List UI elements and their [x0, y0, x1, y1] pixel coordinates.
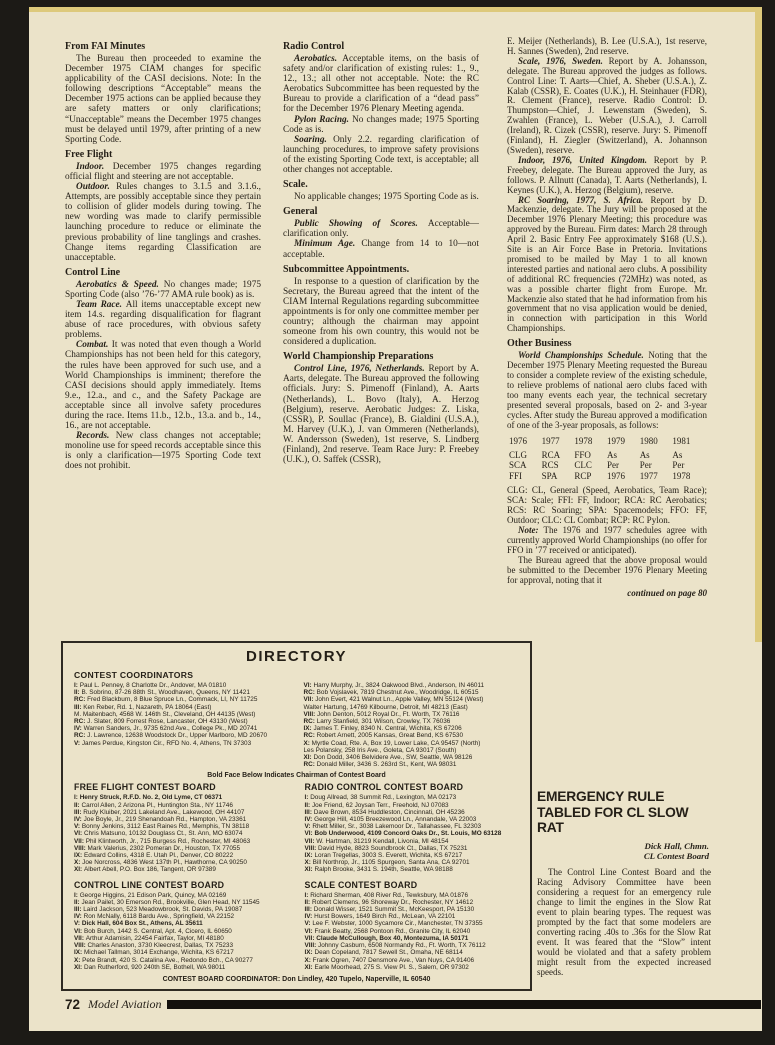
- board-member: VIII: Mark Valerius, 2302 Pomeran Dr., Houston, TX 77055: [74, 844, 241, 852]
- page-footer: [65, 997, 761, 1012]
- board-member: IV: Hurst Bowers, 1649 Birch Rd., McLean, VA 22101: [304, 913, 456, 921]
- article-column-3-bottom: [507, 486, 707, 598]
- directory-box: [61, 641, 532, 991]
- paragraph: Scale, 1976, Sweden. Report by A. Johansson, delegate. The Bureau approved the judges as follows. Control Line: T. Aarts—Chief, A. Sheber (U.S.A.), Z. Kalab (CSSR), E. Coates (U.K.), H. Steinhauer (FDR), R. Clement (France), reserve. Radio Control: D. Thumpston—Chief, J. Lewenstam (Sweden), S. Zwahlen (France), L. Weber (U.S.A.), J. Carroll (Ireland), R. Cizek (CSSR), reserve. Jury: S. Pimenoff (Finland), H. Ziegler (Switzerland), A. Johannson (Sweden), reserve.: [507, 55, 707, 155]
- section-heading: World Championship Preparations: [283, 351, 434, 363]
- emergency-byline: [537, 841, 709, 862]
- board-member: VI: Bob Underwood, 4109 Concord Oaks Dr., St. Louis, MO 63128: [304, 830, 502, 838]
- coordinator-entry: VI: Harry Murphy, Jr., 3824 Oakwood Blvd., Anderson, IN 46011: [303, 682, 485, 689]
- schedule-cell: 1977: [541, 436, 560, 447]
- coordinator-entry: RC: Robert Arnett, 2005 Kansas, Great Bend, KS 67530: [303, 732, 464, 740]
- board-member: VIII: Johnny Casburn, 6508 Normandy Rd., Ft. Worth, TX 76112: [304, 942, 486, 950]
- schedule-cell: RCP: [574, 470, 592, 481]
- paragraph: No applicable changes; 1975 Sporting Code as is.: [294, 192, 479, 203]
- schedule-cell: As: [672, 449, 683, 460]
- paragraph-lead: Team Race.: [76, 299, 126, 310]
- board-member: I: Doug Allread, 38 Summit Rd., Lexington, MA 02173: [304, 794, 457, 802]
- article-column-3: [507, 37, 707, 785]
- board-member: IV: Joe Boyle, Jr., 219 Shenandoah Rd., Hampton, VA 23361: [74, 816, 247, 824]
- schedule-cell: CLC: [574, 460, 592, 471]
- paragraph-lead: Scale, 1976, Sweden.: [518, 55, 609, 66]
- board-member: VI: Bob Burch, 1442 S. Central, Apt. 4, Cicero, IL 60650: [74, 927, 232, 935]
- paragraph-lead: Minimum Age.: [294, 239, 362, 250]
- coordinators-title: CONTEST COORDINATORS: [74, 670, 194, 680]
- coordinator-entry: XI: Don Dodd, 3406 Belvidere Ave., SW, Seattle, WA 98126: [303, 754, 473, 762]
- coordinator-entry: I: Paul L. Penney, 8 Charlotte Dr., Andover, MA 01810: [74, 682, 227, 689]
- coordinator-entry: V: James Perdue, Kingston Cir., RFD No. 4, Athens, TN 37303: [74, 739, 252, 747]
- coordinator-entry: M. Maitenbach, 4568 W. 146th St., Cleveland, OH 44135 (West): [74, 710, 256, 718]
- emergency-title-line1: EMERGENCY RULE: [537, 789, 665, 804]
- chairman-note: Bold Face Below Indicates Chairman of Contest Board: [207, 772, 386, 780]
- schedule-cell: 1976: [509, 436, 527, 447]
- paragraph: Team Race. All items unacceptable except new item 14.s. regarding disqualification for flagrant abuse of race procedures, with obvious safety problems.: [65, 299, 261, 341]
- board-member: VIII: Charles Anaston, 3730 Kleecrest, Dallas, TX 75233: [74, 942, 234, 950]
- paragraph-lead: Public Showing of Scores.: [294, 219, 428, 230]
- paragraph-lead: Pylon Racing.: [294, 114, 353, 125]
- section-heading: Free Flight: [65, 148, 113, 160]
- paragraph: Minimum Age. Change from 14 to 10—not acceptable.: [283, 239, 479, 260]
- board-member: IX: Michael Tallman, 3014 Exchange, Wichita, KS 67217: [74, 949, 234, 957]
- board-member: I: Henry Struck, R.F.D. No. 2, Old Lyme, CT 06371: [74, 794, 223, 802]
- paragraph: The Bureau then proceeded to examine the December 1975 CIAM changes for specific applicability of the CASI decisions. Note: In the following descriptions “Acceptable” means the December 1975 actions can be applied because they are safety matters or only clarifications; “Unacceptable” means the December 1975 changes must be delayed until 1979, after printing of a new Sporting Code.: [65, 54, 261, 145]
- schedule-cell: Per: [639, 460, 652, 471]
- board-members: [74, 892, 289, 971]
- coordinator-entry: III: Ken Reber, Rd. 1, Nazareth, PA 18064 (East): [74, 703, 212, 711]
- article-columns-1-2: [65, 37, 479, 629]
- schedule-cell: RCS: [541, 460, 559, 471]
- coordinator-entry: IV: Warren Sanders, Jr., 9735 62nd Ave., College Pk., MD 20741: [74, 725, 258, 733]
- paragraph: Records. New class changes not acceptable; monoline use for speed records acceptable since this is only a clarification—1975 Sporting Code text does not prohibit.: [65, 431, 261, 472]
- board-member: V: Dick Hall, 604 Box St., Athens, AL 35611: [74, 920, 203, 928]
- coordinator-entry: II: B. Sobrino, 87-26 88th St., Woodhaven, Queens, NY 11421: [74, 689, 250, 697]
- board-member: VII: Claude McCullough, Box 40, Montezuma, IA 50171: [304, 934, 469, 942]
- paragraph: Aerobatics. Acceptable items, on the basis of safety and/or clarification of existing rules: 1., 9., 12., 13.; all other not acceptable. Note: the RC Aerobatics Subcommittee has been requested by the Bureau to provide a clarification of a “dead pass” for the December 1976 Plenary Meeting agenda.: [283, 54, 479, 115]
- board-members: [74, 794, 289, 873]
- board-member: VII: W. Hartman, 31219 Kendall, Livonia, MI 48154: [304, 837, 449, 845]
- board-radio-control: [305, 782, 520, 873]
- emergency-rule-article: [537, 789, 711, 977]
- board-control-line: [74, 880, 289, 971]
- schedule-row: [509, 450, 705, 461]
- coordinator-entry: Les Polansky, 258 Iris Ave., Goleta, CA 93017 (South): [303, 746, 457, 754]
- board-member: VII: Phil Klintworth, Jr., 715 Burgess Rd., Rochester, MI 48063: [74, 837, 251, 845]
- board-title: SCALE CONTEST BOARD: [304, 879, 418, 890]
- board-member: X: Frank Ogren, 7407 Densmore Ave., Van Nuys, CA 91406: [304, 956, 475, 964]
- board-member: VII: Arthur Adamisin, 22454 Fairfax, Taylor, MI 48180: [74, 934, 224, 942]
- board-member: X: Bill Northrop, Jr., 1105 Spurgeon, Santa Ana, CA 92701: [304, 859, 470, 867]
- board-member: IX: Edward Collins, 4318 E. Utah Pl., Denver, CO 80222: [74, 852, 234, 860]
- coordinators-columns: [74, 682, 519, 768]
- schedule-cell: FFI: [509, 470, 523, 481]
- paragraph: The Bureau agreed that the above proposal would be submitted to the December 1976 Plenary Meeting for approval, noting that it: [507, 554, 707, 585]
- board-member: XI: Albert Abell, P.O. Box 186, Tangent, OR 97389: [74, 866, 216, 874]
- schedule-cell: SCA: [509, 460, 527, 471]
- paragraph-lead: Soaring.: [294, 134, 334, 145]
- paragraph: Indoor. December 1975 changes regarding official flight and steering are not acceptable.: [65, 161, 261, 182]
- section-heading: General: [283, 206, 318, 218]
- schedule-cell: 1979: [607, 436, 626, 447]
- paragraph: Aerobatics & Speed. No changes made; 1975 Sporting Code (also ’76-’77 AMA rule book) as is.: [65, 279, 261, 300]
- board-member: IX: Dean Copeland, 7817 Sewell St., Omaha, NE 68114: [304, 949, 463, 957]
- board-member: X: Joe Norcross, 4836 West 137th Pl., Hawthorne, CA 90250: [74, 859, 247, 867]
- board-members: [305, 892, 520, 971]
- schedule-cell: As: [639, 449, 650, 460]
- board-member: III: Rudy Kluiber, 2021 Lakeland Ave., Lakewood, OH 44107: [74, 808, 245, 816]
- paragraph: Public Showing of Scores. Acceptable—clarification only.: [283, 219, 479, 240]
- schedule-cell: SPA: [541, 470, 558, 481]
- paragraph: Soaring. Only 2.2. regarding clarification of launching procedures, to improve safety provisions of the existing Sporting Code text, is acceptable; all other changes not acceptable.: [283, 134, 479, 176]
- paragraph-lead: Combat.: [76, 340, 112, 351]
- paragraph-lead: Control Line, 1976, Netherlands.: [294, 364, 429, 375]
- board-member: XI: Dan Rutherford, 920 240th SE, Bothell, WA 98011: [74, 963, 226, 971]
- board-member: VI: Frank Beatty, 2568 Pontoon Rd., Granite City, IL 62040: [304, 927, 471, 935]
- coordinators-right: [304, 682, 520, 768]
- schedule-row: [509, 460, 705, 471]
- magazine-name: Model Aviation: [88, 997, 162, 1011]
- board-title: RADIO CONTROL CONTEST BOARD: [304, 782, 464, 793]
- coordinator-entry: VIII: John Denton, 5012 Royal Dr., Ft. Worth, TX 76116: [303, 710, 460, 718]
- coordinator-entry: Walter Hartung, 14769 Kilbourne, Detroit, MI 48213 (East): [303, 703, 468, 711]
- board-title: CONTROL LINE CONTEST BOARD: [74, 879, 225, 890]
- section-heading: Scale.: [283, 179, 308, 191]
- paragraph: World Championships Schedule. Noting that the December 1975 Plenary Meeting requested the Bureau to consider a complete review of the existing schedule, to relieve problems of national aero clubs faced with too many events each year, the technical secretary presented several proposals, based on 2- and 3-year cycles. After study the Bureau approved a modification of one of the 3-year proposals, as follows:: [507, 350, 707, 430]
- schedule-cell: 1978: [672, 470, 691, 481]
- coordinator-entry: X: Myrtle Coad, Rte. A, Box 19, Lower Lake, CA 95457 (North): [303, 739, 481, 747]
- schedule-cell: 1981: [672, 436, 691, 447]
- coordinator-entry: RC: Larry Stanfield, 301 Wilson, Crowley, TX 76036: [303, 718, 451, 726]
- board-member: II: Jean Pailet, 30 Emerson Rd., Brookville, Glen Head, NY 11545: [74, 898, 260, 906]
- paragraph: Indoor, 1976, United Kingdom. Report by P. Freebey, delegate. The Bureau approved the Jury, as follows. P. Allnutt (Canada), T. Aarts (Netherlands), I. Keynes (U.K.), A. Herzog (Belgium), reserve.: [507, 154, 707, 195]
- paragraph-lead: Indoor, 1976, United Kingdom.: [518, 154, 654, 165]
- section-heading: Subcommittee Appointments.: [283, 263, 410, 275]
- schedule-cell: FFO: [574, 449, 591, 460]
- board-member: III: Donald Wisser, 1521 Summit St., McKeesport, PA 15130: [304, 906, 475, 914]
- paragraph: In response to a question of clarification by the Secretary, the Bureau agreed that the intent of the CIAM Internal Regulations regarding subcommittee appointments is for only one committee member per country; although the chairman may appoint someone from his own country, this would not be considered a duplication.: [283, 276, 479, 348]
- paragraph: Control Line, 1976, Netherlands. Report by A. Aarts, delegate. The Bureau approved the following officials. Jury: S. Pimenoff (Finland), A. Aarts (Netherlands), L. Bovo (Italy), A. Herzog (Belgium), reserve. Aerobatic Judges: Z. Liska, (CSSR), P. Soullac (France), B. Gialdini (U.S.A.), M. Harvey (U.K.), J. van Ommeren (Netherlands), W. Andersson (Sweden), 1st reserve, S. Lindberg (Finland), 2nd reserve. Team Race Jury: P. Freebey (U.K.), O. Saffek (CSSR),: [283, 364, 479, 466]
- board-member: VI: Chris Matsuno, 10132 Douglass Ct., St. Ann, MO 63074: [74, 830, 243, 838]
- paragraph: Note: The 1976 and 1977 schedules agree with currently approved World Championships (no offer for FFO in ’77 received or anticipated).: [507, 525, 707, 555]
- schedule-cell: Per: [672, 460, 685, 471]
- board-member: II: Joe Friend, 62 Joysan Terr., Freehold, NJ 07083: [304, 801, 449, 809]
- schedule-cell: Per: [607, 460, 620, 471]
- board-member: I: George Higgins, 21 Edison Park, Quincy, MA 02169: [74, 891, 227, 899]
- page-number: 72: [65, 997, 81, 1012]
- schedule-cell: CLG: [509, 449, 527, 460]
- directory-title: DIRECTORY: [245, 648, 347, 665]
- paragraph: E. Meijer (Netherlands), B. Lee (U.S.A.), 1st reserve, H. Sannes (Sweden), 2nd reserve.: [507, 37, 707, 56]
- section-heading: Other Business: [507, 338, 572, 350]
- board-member: X: Pete Brandt, 420 S. Catalina Ave., Redondo Bch., CA 90277: [74, 956, 253, 964]
- coordinator-entry: RC: Fred Blackburn, 8 Blue Spruce Ln., Commack, LI, NY 11725: [74, 696, 258, 704]
- paragraph-lead: Outdoor.: [76, 182, 117, 193]
- board-member: III: Laird Jackson, 523 Meadowbrook, St. Davids, PA 19087: [74, 906, 243, 914]
- article-column-2: [283, 37, 479, 629]
- board-member: I: Richard Sherman, 408 River Rd., Tewksbury, MA 01876: [304, 891, 469, 899]
- emergency-body: [537, 867, 711, 977]
- board-member: IV: George Hill, 4105 Breezewood Ln., Annandale, VA 22003: [304, 816, 477, 824]
- schedule-cell: As: [607, 449, 618, 460]
- footer-rule: [167, 1000, 761, 1009]
- paragraph: RC Soaring, 1977, S. Africa. Report by D. Mackenzie, delegate. The Jury will be proposed at the December 1976 Plenary Meeting; this procedure was approved by the Bureau. Firm dates: March 28 through April 2. Basic Entry Fee approximately $168 (U.S.). Site is an Air Force Base in Pretoria. Invitations promised to be mailed by May 1 to all known interested parties and national aero clubs. A possibility of additional RC frequencies (72MHz) was noted, as was a possible charter flight from Europe. Mr. Mackenzie also stated that he had information from his government that no visa application would be denied, in connection with participation in this World Championships.: [507, 194, 707, 334]
- coordinator-entry: RC: Bob Vojslavek, 7819 Chestnut Ave., Woodridge, IL 60515: [303, 689, 479, 697]
- board-member: V: Bonny Jenkins, 3112 East Raines Rd., Memphis, TN 38118: [74, 823, 250, 831]
- board-member: XI: Ralph Brooke, 3431 S. 194th, Seattle, WA 98188: [304, 866, 453, 874]
- board-member: III: Dave Brown, 8534 Huddleston, Cincinnati, OH 45236: [304, 808, 465, 816]
- board-member: II: Carrol Allen, 2 Arizona Pl., Huntington Sta., NY 11746: [74, 801, 233, 809]
- board-member: XI: Earle Moorhead, 275 S. View Pl. S., Salem, OR 97302: [304, 963, 469, 971]
- schedule-cell: RCA: [541, 449, 561, 460]
- schedule-row: [509, 471, 705, 482]
- article-column-1: [65, 37, 261, 629]
- section-heading: From FAI Minutes: [65, 41, 146, 52]
- paragraph: Outdoor. Rules changes to 3.1.5 and 3.1.6., Attempts, are possibly acceptable since they pertain to collision of glider models during towing. The new wording was made to clarify permissible launching procedure to reduce or eliminate the previous probability of line tanglings and crashes. Change items regarding Classification are unacceptable.: [65, 182, 262, 263]
- section-heading: Radio Control: [283, 41, 345, 52]
- board-member: IV: Ron McNally, 6118 Bardu Ave., Springfield, VA 22152: [74, 913, 235, 921]
- schedule-row: [509, 436, 705, 447]
- board-members: [305, 794, 520, 873]
- section-heading: Control Line: [65, 266, 121, 278]
- paragraph: The Control Line Contest Board and the Racing Advisory Committee have been considering a request for an emergency rule change to limit the engines in the Slow Rat event to plain bearing types. The request was prompted by the fact that some modelers are converting racing .40s to .36s for the Slow Rat event. It was feared that the “Slow” intent would be violated and that a safety problem might result from the expected increased speeds.: [537, 866, 711, 977]
- paragraph-lead: RC Soaring, 1977, S. Africa.: [518, 194, 651, 205]
- paragraph: Combat. It was noted that even though a World Championships has not been held for this category, the rules have been approved for such use, and a World Championships is imminent; therefore the CASI decisions should apply immediately. Items 9.e., 12.a., and c., and the Safety Package are acceptable since all involve safety procedures during the race. Items 11.b., 12.b., 13.a. and b., 14., 16., are not acceptable.: [65, 340, 262, 432]
- board-member: V: Rhett Miller, Sr., 3038 Lakemoor Dr., Tallahassee, FL 32303: [304, 823, 482, 831]
- coordinator-entry: RC: J. Lawrence, 12638 Woodstock Dr., Upper Marlboro, MD 20670: [74, 732, 268, 740]
- magazine-page: [29, 7, 762, 1031]
- coordinator-entry: RC: Donald Miller, 3436 S. 263rd St., Kent, WA 98031: [303, 761, 457, 769]
- board-member: IX: Loran Tregellas, 3003 S. Everett, Wichita, KS 67217: [304, 852, 463, 860]
- emergency-title-line2: TABLED FOR CL SLOW RAT: [537, 804, 689, 835]
- paragraph-lead: World Championships Schedule.: [518, 350, 649, 361]
- schedule-cell: 1980: [639, 436, 658, 447]
- schedule-cell: 1977: [639, 470, 658, 481]
- paragraph: Pylon Racing. No changes made; 1975 Sporting Code as is.: [283, 114, 479, 135]
- coordinators-left: [74, 682, 290, 768]
- contest-boards: [74, 782, 519, 970]
- paragraph: CLG: CL, General (Speed, Aerobatics, Team Race); SCA: Scale; FFI: FF, Indoor; RCA: RC Aerobatics; RCS: RC Soaring; SPA: Spacemodels; FFO: FF, Outdoor; CLC: CL Combat; RCP: RC Pylon.: [507, 485, 707, 526]
- board-scale: [305, 880, 520, 971]
- coordinator-entry: RC: J. Slater, 809 Forrest Rose, Lancaster, OH 43130 (West): [74, 718, 248, 726]
- paragraph: continued on page 80: [627, 587, 707, 598]
- board-member: VIII: David Hyde, 8823 Soundbrook Ct., Dallas, TX 75231: [304, 844, 468, 852]
- schedule-cell: 1976: [607, 470, 626, 481]
- paragraph-lead: Note:: [518, 525, 544, 536]
- byline-name: Dick Hall, Chmn.: [644, 840, 709, 851]
- byline-role: CL Contest Board: [643, 851, 709, 861]
- article-column-3-top: [507, 37, 707, 430]
- coordinator-entry: VII: John Evert, 421 Walnut Ln., Apple Valley, MN 55124 (West): [303, 696, 484, 704]
- paragraph-lead: Aerobatics.: [294, 54, 343, 64]
- paragraph-lead: Aerobatics & Speed.: [76, 279, 164, 290]
- board-title: FREE FLIGHT CONTEST BOARD: [74, 782, 216, 793]
- paragraph-lead: Indoor.: [76, 161, 113, 172]
- coordinator-entry: IX: James T. Finley, 8340 N. Central, Wichita, KS 67206: [303, 725, 462, 733]
- contest-board-coordinator: CONTEST BOARD COORDINATOR: Don Lindley, 420 Tupelo, Naperville, IL 60540: [162, 975, 431, 983]
- schedule-cell: 1978: [574, 436, 593, 447]
- board-member: V: Lee F. Webster, 1000 Sycamore Cir., Manchester, TN 37355: [304, 920, 483, 928]
- board-member: II: Robert Clemens, 96 Shoreway Dr., Rochester, NY 14612: [304, 898, 474, 906]
- schedule-table: [509, 436, 705, 481]
- board-free-flight: [74, 782, 289, 873]
- paragraph-lead: Records.: [76, 431, 116, 442]
